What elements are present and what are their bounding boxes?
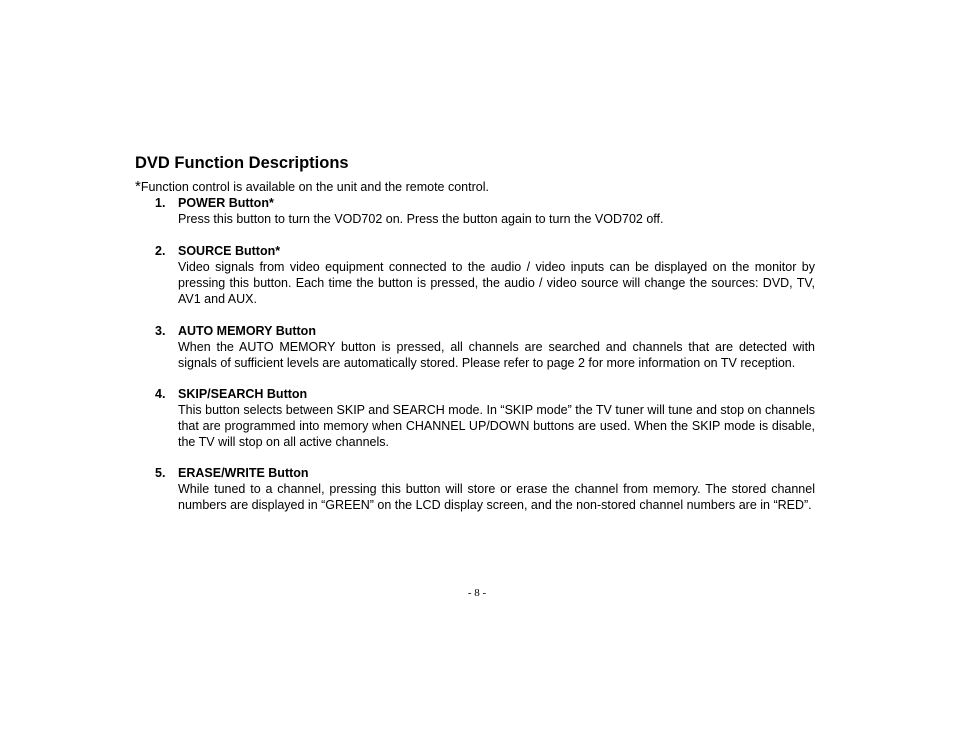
function-item-erase-write: [155, 465, 815, 513]
item-title: SKIP/SEARCH Button: [178, 387, 308, 401]
item-heading: [155, 465, 815, 481]
item-heading: [155, 386, 815, 402]
page-title: DVD Function Descriptions: [135, 154, 349, 172]
function-item-auto-memory: [155, 323, 815, 371]
asterisk-marker: *: [135, 178, 141, 195]
item-title: ERASE/WRITE Button: [178, 466, 309, 480]
item-number: 5.: [155, 466, 166, 480]
item-heading: [155, 323, 815, 339]
item-title: SOURCE Button*: [178, 244, 281, 258]
item-description: Press this button to turn the VOD702 on. Press the button again to turn the VOD702 off.: [178, 212, 664, 226]
item-title: AUTO MEMORY Button: [178, 324, 316, 338]
item-description: This button selects between SKIP and SEARCH mode. In “SKIP mode” the TV tuner will tune and stop on channels that are programmed into memory when CHANNEL UP/DOWN buttons are used. When the SKIP mode is disable, the TV will stop on all active channels.: [178, 403, 815, 449]
page-number: - 8 -: [467, 587, 487, 599]
item-description: While tuned to a channel, pressing this button will store or erase the channel from memory. The stored channel numbers are displayed in “GREEN” on the LCD display screen, and the non-stored channel numbers are in “RED”.: [178, 482, 815, 512]
item-heading: [155, 243, 815, 259]
item-number: 1.: [155, 196, 166, 210]
function-item-source: [155, 243, 815, 307]
item-title: POWER Button*: [178, 196, 274, 210]
function-item-power: [155, 195, 815, 227]
item-number: 4.: [155, 387, 166, 401]
item-heading: [155, 195, 815, 211]
intro-note: [135, 178, 489, 196]
function-item-skip-search: [155, 386, 815, 450]
item-description: When the AUTO MEMORY button is pressed, all channels are searched and channels that are detected with signals of sufficient levels are automatically stored. Please refer to page 2 for more information on TV reception.: [178, 340, 815, 370]
item-description: Video signals from video equipment connected to the audio / video inputs can be displayed on the monitor by pressing this button. Each time the button is pressed, the audio / video source will change the sources: DVD, TV, AV1 and AUX.: [178, 260, 815, 306]
item-number: 2.: [155, 244, 166, 258]
intro-text: Function control is available on the unit and the remote control.: [140, 180, 489, 194]
item-number: 3.: [155, 324, 166, 338]
